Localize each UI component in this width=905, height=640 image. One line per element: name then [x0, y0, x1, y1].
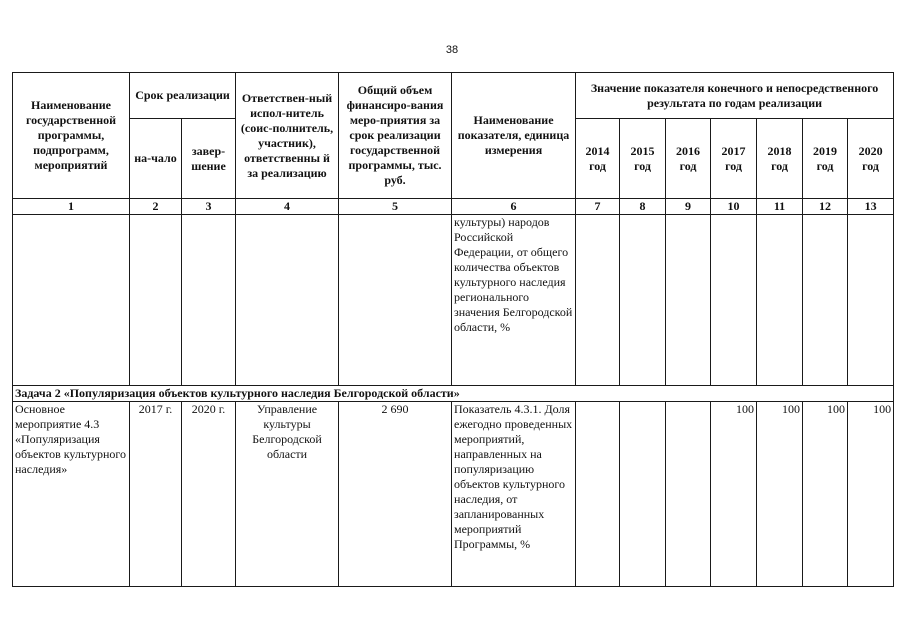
table-cell [711, 215, 757, 386]
value-2015 [620, 402, 666, 587]
header-year-2018: 2018 год [757, 119, 803, 199]
table-cell [620, 215, 666, 386]
header-year-2015: 2015 год [620, 119, 666, 199]
header-responsible: Ответствен-ный испол-нитель (соис-полнитель, участник), ответственны й за реализацию [236, 73, 339, 199]
column-number: 1 [13, 199, 130, 215]
value-2020: 100 [848, 402, 894, 587]
table-cell [757, 215, 803, 386]
activity-funding: 2 690 [339, 402, 452, 587]
continuation-indicator: культуры) народов Российской Федерации, от общего количества объектов культурного наследия регионального значения Белгородской области, % [452, 215, 576, 386]
header-term-group: Срок реализации [130, 73, 236, 119]
header-values-group: Значение показателя конечного и непосредственного результата по годам реализации [576, 73, 894, 119]
activity-responsible: Управление культуры Белгородской области [236, 402, 339, 587]
activity-end: 2020 г. [182, 402, 236, 587]
column-number: 4 [236, 199, 339, 215]
header-year-2019: 2019 год [803, 119, 848, 199]
column-number: 9 [666, 199, 711, 215]
value-2019: 100 [803, 402, 848, 587]
activity-indicator: Показатель 4.3.1. Доля ежегодно проведенных мероприятий, направленных на популяризацию объектов культурного наследия, от запланированных мероприятий Программы, % [452, 402, 576, 587]
header-year-2017: 2017 год [711, 119, 757, 199]
activity-row [13, 402, 894, 587]
column-number: 7 [576, 199, 620, 215]
column-number-row [13, 199, 894, 215]
activity-start: 2017 г. [130, 402, 182, 587]
table-cell [130, 215, 182, 386]
header-year-2014: 2014 год [576, 119, 620, 199]
value-2016 [666, 402, 711, 587]
header-funding: Общий объем финансиро-вания меро-приятия за срок реализации государственной программы, тыс. руб. [339, 73, 452, 199]
column-number: 6 [452, 199, 576, 215]
column-number: 8 [620, 199, 666, 215]
header-term-end: завер-шение [182, 119, 236, 199]
table-cell [803, 215, 848, 386]
column-number: 2 [130, 199, 182, 215]
header-term-start: на-чало [130, 119, 182, 199]
header-indicator: Наименование показателя, единица измерения [452, 73, 576, 199]
value-2018: 100 [757, 402, 803, 587]
column-number: 10 [711, 199, 757, 215]
table-cell [182, 215, 236, 386]
column-number: 11 [757, 199, 803, 215]
column-number: 5 [339, 199, 452, 215]
column-number: 13 [848, 199, 894, 215]
column-number: 3 [182, 199, 236, 215]
value-2014 [576, 402, 620, 587]
value-2017: 100 [711, 402, 757, 587]
header-program-name: Наименование государственной программы, подпрограмм, мероприятий [13, 73, 130, 199]
program-table [12, 72, 894, 587]
table-cell [339, 215, 452, 386]
continuation-row [13, 215, 894, 386]
page-number: 38 [445, 44, 459, 56]
activity-name: Основное мероприятие 4.3 «Популяризация объектов культурного наследия» [13, 402, 130, 587]
header-year-2020: 2020 год [848, 119, 894, 199]
column-number: 12 [803, 199, 848, 215]
table-cell [236, 215, 339, 386]
table-cell [666, 215, 711, 386]
task-row: Задача 2 «Популяризация объектов культурного наследия Белгородской области» [13, 386, 894, 402]
table-cell [13, 215, 130, 386]
header-year-2016: 2016 год [666, 119, 711, 199]
table-cell [576, 215, 620, 386]
table-cell [848, 215, 894, 386]
